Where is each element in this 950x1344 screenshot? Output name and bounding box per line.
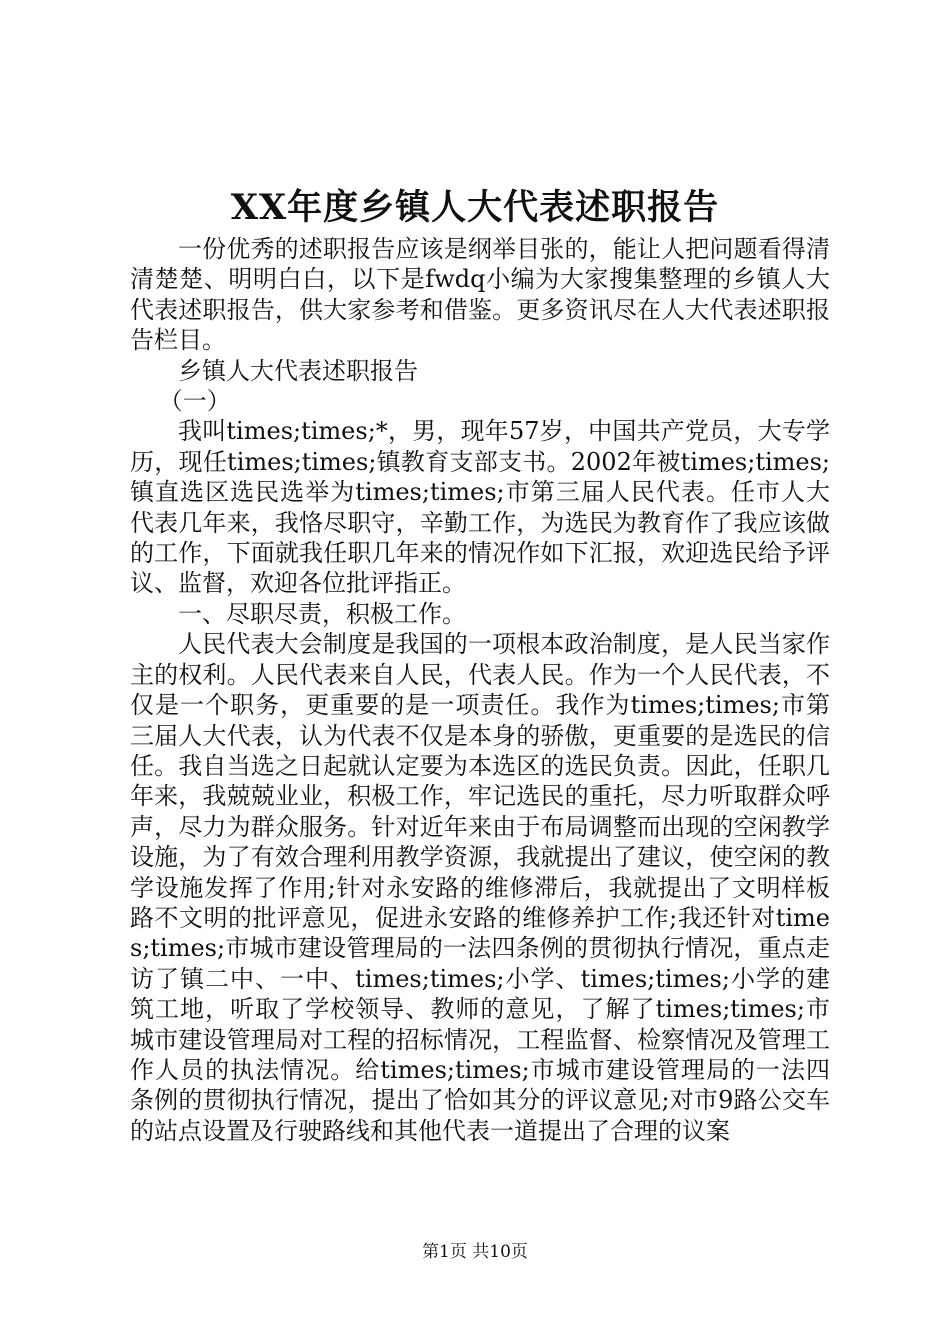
document-title: XX年度乡镇人大代表述职报告 <box>230 187 720 228</box>
section-heading: 乡镇人大代表述职报告 <box>178 356 418 385</box>
intro-paragraph: 一份优秀的述职报告应该是纲举目张的，能让人把问题看得清清楚楚、明明白白，以下是fwdq小编为大家搜集整理的乡镇人大代表述职报告，供大家参考和借鉴。更多资讯尽在人大代表述职报告栏目。 <box>130 235 830 355</box>
body-paragraph: 人民代表大会制度是我国的一项根本政治制度，是人民当家作主的权利。人民代表来自人民，代表人民。作为一个人民代表，不仅是一个职务，更重要的是一项责任。我作为times;times;市第三届人大代表，认为代表不仅是本身的骄傲，更重要的是选民的信任。我自当选之日起就认定要为本选区的选民负责。因此，任职几年来，我兢兢业业，积极工作，牢记选民的重托，尽力听取群众呼声，尽力为群众服务。针对近年来由于布局调整而出现的空闲教学设施，为了有效合理利用教学资源，我就提出了建议，使空闲的教学设施发挥了作用;针对永安路的维修滞后，我就提出了文明样板路不文明的批评意见，促进永安路的维修养护工作;我还针对times;times;市城市建设管理局的一法四条例的贯彻执行情况，重点走访了镇二中、一中、times;times;小学、times;times;小学的建筑工地，听取了学校领导、教师的意见，了解了times;times;市城市建设管理局对工程的招标情况，工程监督、检察情况及管理工作人员的执法情况。给times;times;市城市建设管理局的一法四条例的贯彻执行情况，提出了恰如其分的评议意见;对市9路公交车的站点设置及行驶路线和其他代表一道提出了合理的议案 <box>130 630 830 1145</box>
page-footer: 第1页 共10页 <box>422 1242 528 1262</box>
body-paragraph: 我叫times;times;*，男，现年57岁，中国共产党员，大专学历，现任times;times;镇教育支部支书。2002年被times;times;镇直选区选民选举为times;times;市第三届人民代表。任市人大代表几年来，我恪尽职守，辛勤工作，为选民为教育作了我应该做的工作，下面就我任职几年来的情况作如下汇报，欢迎选民给予评议、监督，欢迎各位批评指正。 <box>130 417 830 598</box>
section-number: （一） <box>158 387 231 416</box>
subsection-heading: 一、尽职尽责，积极工作。 <box>178 599 466 628</box>
document-body <box>130 234 830 1146</box>
